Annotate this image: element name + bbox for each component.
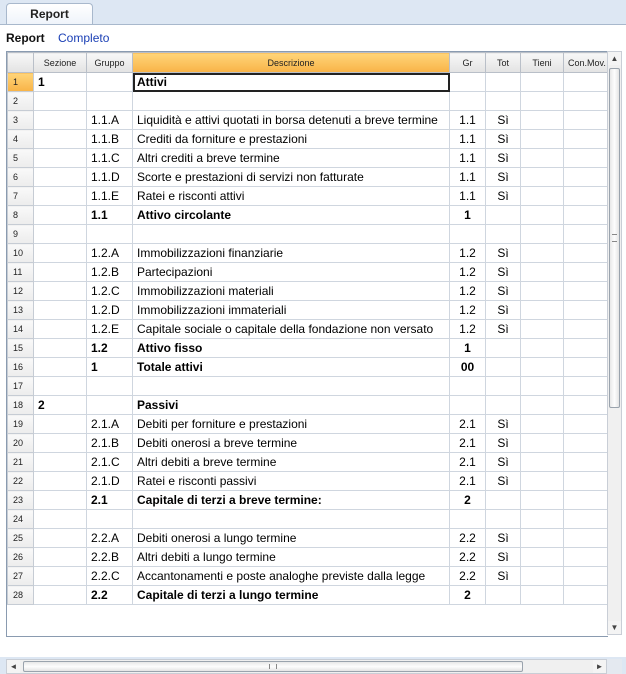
cell-descrizione[interactable]: Debiti onerosi a breve termine <box>133 434 450 453</box>
cell-tot[interactable]: Sì <box>486 434 521 453</box>
cell-con-mov[interactable] <box>564 567 609 586</box>
cell-gruppo[interactable]: 1.1 <box>87 206 133 225</box>
row-number[interactable]: 6 <box>8 168 34 187</box>
cell-descrizione[interactable] <box>133 225 450 244</box>
col-header-sezione[interactable]: Sezione <box>34 53 87 73</box>
cell-tieni[interactable] <box>521 339 564 358</box>
cell-con-mov[interactable] <box>564 548 609 567</box>
cell-gr[interactable]: 1.2 <box>450 263 486 282</box>
table-row[interactable] <box>8 149 609 168</box>
cell-tot[interactable]: Sì <box>486 111 521 130</box>
cell-tot[interactable]: Sì <box>486 453 521 472</box>
cell-sezione[interactable] <box>34 339 87 358</box>
cell-con-mov[interactable] <box>564 320 609 339</box>
cell-tot[interactable]: Sì <box>486 130 521 149</box>
cell-sezione[interactable] <box>34 187 87 206</box>
scroll-left-arrow-icon[interactable]: ◄ <box>7 660 20 673</box>
cell-tieni[interactable] <box>521 111 564 130</box>
cell-con-mov[interactable] <box>564 206 609 225</box>
cell-tieni[interactable] <box>521 510 564 529</box>
cell-con-mov[interactable] <box>564 472 609 491</box>
cell-tieni[interactable] <box>521 434 564 453</box>
table-row[interactable] <box>8 434 609 453</box>
cell-gruppo[interactable]: 2.2.B <box>87 548 133 567</box>
table-row[interactable] <box>8 510 609 529</box>
cell-tot[interactable]: Sì <box>486 282 521 301</box>
cell-tieni[interactable] <box>521 244 564 263</box>
cell-gr[interactable] <box>450 377 486 396</box>
row-number[interactable]: 27 <box>8 567 34 586</box>
view-bar <box>6 31 109 45</box>
cell-descrizione[interactable]: Immobilizzazioni materiali <box>133 282 450 301</box>
table-row[interactable] <box>8 586 609 605</box>
row-number[interactable]: 14 <box>8 320 34 339</box>
cell-gruppo[interactable] <box>87 377 133 396</box>
table-row[interactable] <box>8 548 609 567</box>
cell-gruppo[interactable]: 2.1.B <box>87 434 133 453</box>
cell-tot[interactable]: Sì <box>486 301 521 320</box>
cell-tot[interactable]: Sì <box>486 168 521 187</box>
cell-gr[interactable]: 1.1 <box>450 168 486 187</box>
table-row[interactable] <box>8 339 609 358</box>
cell-gruppo[interactable]: 2.2.C <box>87 567 133 586</box>
tab-report[interactable]: Report <box>6 3 93 25</box>
cell-sezione[interactable] <box>34 434 87 453</box>
cell-descrizione[interactable]: Altri crediti a breve termine <box>133 149 450 168</box>
report-table <box>7 52 608 605</box>
cell-descrizione[interactable]: Totale attivi <box>133 358 450 377</box>
row-number[interactable]: 16 <box>8 358 34 377</box>
col-header-tieni[interactable]: Tieni <box>521 53 564 73</box>
cell-descrizione[interactable]: Accantonamenti e poste analoghe previste dalla legge <box>133 567 450 586</box>
table-row[interactable] <box>8 320 609 339</box>
cell-tot[interactable] <box>486 358 521 377</box>
cell-sezione[interactable] <box>34 225 87 244</box>
table-row[interactable] <box>8 244 609 263</box>
cell-descrizione[interactable]: Attivi <box>133 73 450 92</box>
cell-gr[interactable]: 1.1 <box>450 187 486 206</box>
cell-con-mov[interactable] <box>564 491 609 510</box>
cell-con-mov[interactable] <box>564 187 609 206</box>
cell-gr[interactable] <box>450 92 486 111</box>
cell-gruppo[interactable] <box>87 92 133 111</box>
row-number[interactable]: 13 <box>8 301 34 320</box>
cell-con-mov[interactable] <box>564 111 609 130</box>
cell-sezione[interactable] <box>34 415 87 434</box>
cell-tieni[interactable] <box>521 320 564 339</box>
cell-tot[interactable] <box>486 491 521 510</box>
vertical-scroll-thumb[interactable] <box>609 68 620 408</box>
cell-gruppo[interactable]: 1 <box>87 358 133 377</box>
table-row[interactable] <box>8 130 609 149</box>
cell-gr[interactable]: 2 <box>450 491 486 510</box>
cell-gr[interactable]: 1.2 <box>450 282 486 301</box>
row-number[interactable]: 4 <box>8 130 34 149</box>
table-row[interactable] <box>8 453 609 472</box>
cell-tieni[interactable] <box>521 225 564 244</box>
cell-gruppo[interactable] <box>87 396 133 415</box>
view-label: Report <box>6 31 45 45</box>
cell-descrizione[interactable]: Immobilizzazioni immateriali <box>133 301 450 320</box>
cell-gr[interactable]: 1 <box>450 206 486 225</box>
cell-descrizione[interactable]: Altri debiti a breve termine <box>133 453 450 472</box>
cell-gr[interactable]: 1.1 <box>450 111 486 130</box>
cell-gruppo[interactable]: 1.1.C <box>87 149 133 168</box>
row-number[interactable]: 15 <box>8 339 34 358</box>
cell-sezione[interactable] <box>34 301 87 320</box>
cell-sezione[interactable] <box>34 453 87 472</box>
cell-descrizione[interactable]: Crediti da forniture e prestazioni <box>133 130 450 149</box>
cell-con-mov[interactable] <box>564 339 609 358</box>
row-number[interactable]: 25 <box>8 529 34 548</box>
header-row <box>8 53 609 73</box>
table-row[interactable] <box>8 396 609 415</box>
cell-tieni[interactable] <box>521 453 564 472</box>
cell-tieni[interactable] <box>521 529 564 548</box>
col-header-rownum <box>8 53 34 73</box>
cell-con-mov[interactable] <box>564 282 609 301</box>
cell-gr[interactable]: 2 <box>450 586 486 605</box>
table-row[interactable] <box>8 282 609 301</box>
cell-gruppo[interactable] <box>87 225 133 244</box>
cell-descrizione[interactable]: Debiti onerosi a lungo termine <box>133 529 450 548</box>
cell-descrizione[interactable]: Immobilizzazioni finanziarie <box>133 244 450 263</box>
cell-gr[interactable] <box>450 73 486 92</box>
cell-tieni[interactable] <box>521 168 564 187</box>
table-row[interactable] <box>8 225 609 244</box>
cell-con-mov[interactable] <box>564 263 609 282</box>
cell-gr[interactable]: 1.2 <box>450 301 486 320</box>
cell-tieni[interactable] <box>521 187 564 206</box>
cell-sezione[interactable] <box>34 358 87 377</box>
cell-gruppo[interactable]: 1.2.D <box>87 301 133 320</box>
row-number[interactable]: 20 <box>8 434 34 453</box>
row-number[interactable]: 21 <box>8 453 34 472</box>
cell-sezione[interactable] <box>34 282 87 301</box>
report-panel <box>0 24 626 671</box>
cell-sezione[interactable] <box>34 206 87 225</box>
cell-sezione[interactable] <box>34 92 87 111</box>
cell-sezione[interactable] <box>34 263 87 282</box>
cell-sezione[interactable] <box>34 149 87 168</box>
cell-con-mov[interactable] <box>564 586 609 605</box>
cell-descrizione[interactable]: Passivi <box>133 396 450 415</box>
table-row[interactable] <box>8 187 609 206</box>
cell-gruppo[interactable]: 1.2.A <box>87 244 133 263</box>
cell-sezione[interactable] <box>34 586 87 605</box>
cell-sezione[interactable] <box>34 529 87 548</box>
cell-descrizione[interactable]: Capitale di terzi a lungo termine <box>133 586 450 605</box>
cell-descrizione[interactable]: Liquidità e attivi quotati in borsa detenuti a breve termine <box>133 111 450 130</box>
cell-tot[interactable]: Sì <box>486 187 521 206</box>
cell-gr[interactable]: 1.2 <box>450 244 486 263</box>
row-number[interactable]: 24 <box>8 510 34 529</box>
cell-gruppo[interactable]: 2.2.A <box>87 529 133 548</box>
cell-gruppo[interactable]: 1.2.B <box>87 263 133 282</box>
scroll-corner <box>607 659 622 674</box>
cell-tot[interactable]: Sì <box>486 263 521 282</box>
table-row[interactable] <box>8 263 609 282</box>
cell-tieni[interactable] <box>521 567 564 586</box>
cell-tieni[interactable] <box>521 548 564 567</box>
cell-descrizione[interactable] <box>133 377 450 396</box>
cell-gruppo[interactable]: 1.2 <box>87 339 133 358</box>
row-number[interactable]: 19 <box>8 415 34 434</box>
cell-sezione[interactable] <box>34 320 87 339</box>
cell-tieni[interactable] <box>521 130 564 149</box>
cell-gruppo[interactable]: 1.1.B <box>87 130 133 149</box>
horizontal-scroll-thumb[interactable] <box>23 661 523 672</box>
cell-tieni[interactable] <box>521 206 564 225</box>
table-row[interactable] <box>8 111 609 130</box>
table-row[interactable] <box>8 301 609 320</box>
cell-sezione[interactable] <box>34 472 87 491</box>
cell-descrizione[interactable]: Capitale di terzi a breve termine: <box>133 491 450 510</box>
cell-descrizione[interactable]: Ratei e risconti passivi <box>133 472 450 491</box>
cell-tot[interactable]: Sì <box>486 149 521 168</box>
cell-sezione[interactable]: 1 <box>34 73 87 92</box>
table-row[interactable] <box>8 168 609 187</box>
cell-gruppo[interactable]: 2.2 <box>87 586 133 605</box>
cell-tieni[interactable] <box>521 415 564 434</box>
cell-con-mov[interactable] <box>564 434 609 453</box>
row-number[interactable]: 5 <box>8 149 34 168</box>
table-row[interactable] <box>8 472 609 491</box>
cell-gr[interactable]: 2.2 <box>450 529 486 548</box>
scroll-down-arrow-icon[interactable]: ▼ <box>608 621 621 634</box>
cell-tieni[interactable] <box>521 396 564 415</box>
table-row[interactable] <box>8 491 609 510</box>
cell-descrizione[interactable]: Scorte e prestazioni di servizi non fatturate <box>133 168 450 187</box>
report-grid <box>6 51 608 637</box>
cell-tot[interactable] <box>486 225 521 244</box>
cell-gr[interactable]: 1.1 <box>450 149 486 168</box>
col-header-descrizione[interactable]: Descrizione <box>133 53 450 73</box>
cell-con-mov[interactable] <box>564 415 609 434</box>
cell-gr[interactable]: 1 <box>450 339 486 358</box>
cell-tot[interactable]: Sì <box>486 415 521 434</box>
cell-descrizione[interactable]: Attivo circolante <box>133 206 450 225</box>
cell-tot[interactable] <box>486 92 521 111</box>
cell-con-mov[interactable] <box>564 396 609 415</box>
cell-tieni[interactable] <box>521 358 564 377</box>
cell-con-mov[interactable] <box>564 377 609 396</box>
cell-con-mov[interactable] <box>564 453 609 472</box>
cell-tot[interactable] <box>486 396 521 415</box>
cell-sezione[interactable] <box>34 548 87 567</box>
cell-tieni[interactable] <box>521 586 564 605</box>
cell-descrizione[interactable]: Attivo fisso <box>133 339 450 358</box>
row-number[interactable]: 9 <box>8 225 34 244</box>
vertical-scrollbar[interactable] <box>607 51 622 635</box>
cell-descrizione[interactable]: Ratei e risconti attivi <box>133 187 450 206</box>
cell-con-mov[interactable] <box>564 149 609 168</box>
row-number[interactable]: 26 <box>8 548 34 567</box>
cell-sezione[interactable] <box>34 567 87 586</box>
cell-tieni[interactable] <box>521 301 564 320</box>
cell-con-mov[interactable] <box>564 92 609 111</box>
cell-con-mov[interactable] <box>564 358 609 377</box>
cell-descrizione[interactable]: Debiti per forniture e prestazioni <box>133 415 450 434</box>
row-number[interactable]: 17 <box>8 377 34 396</box>
col-header-con-mov[interactable]: Con.Mov. <box>564 53 609 73</box>
cell-tieni[interactable] <box>521 491 564 510</box>
table-row[interactable] <box>8 377 609 396</box>
cell-tot[interactable]: Sì <box>486 567 521 586</box>
row-number[interactable]: 10 <box>8 244 34 263</box>
cell-con-mov[interactable] <box>564 510 609 529</box>
cell-gr[interactable]: 2.1 <box>450 434 486 453</box>
cell-tot[interactable]: Sì <box>486 529 521 548</box>
table-row[interactable] <box>8 567 609 586</box>
cell-gruppo[interactable]: 1.2.E <box>87 320 133 339</box>
cell-descrizione[interactable] <box>133 510 450 529</box>
cell-tot[interactable]: Sì <box>486 320 521 339</box>
cell-gruppo[interactable]: 2.1 <box>87 491 133 510</box>
cell-gruppo[interactable]: 1.1.E <box>87 187 133 206</box>
cell-sezione[interactable] <box>34 168 87 187</box>
cell-gruppo[interactable] <box>87 73 133 92</box>
cell-tot[interactable]: Sì <box>486 472 521 491</box>
cell-gruppo[interactable]: 1.2.C <box>87 282 133 301</box>
row-number[interactable]: 28 <box>8 586 34 605</box>
cell-tot[interactable] <box>486 206 521 225</box>
cell-sezione[interactable] <box>34 377 87 396</box>
table-row[interactable] <box>8 415 609 434</box>
row-number[interactable]: 3 <box>8 111 34 130</box>
cell-tot[interactable]: Sì <box>486 244 521 263</box>
cell-sezione[interactable]: 2 <box>34 396 87 415</box>
cell-gr[interactable]: 2.1 <box>450 415 486 434</box>
cell-gr[interactable]: 00 <box>450 358 486 377</box>
row-number[interactable]: 12 <box>8 282 34 301</box>
scroll-right-arrow-icon[interactable]: ► <box>593 660 606 673</box>
cell-tieni[interactable] <box>521 282 564 301</box>
col-header-gr[interactable]: Gr <box>450 53 486 73</box>
col-header-gruppo[interactable]: Gruppo <box>87 53 133 73</box>
cell-con-mov[interactable] <box>564 73 609 92</box>
cell-gr[interactable]: 2.2 <box>450 567 486 586</box>
cell-gruppo[interactable]: 1.1.D <box>87 168 133 187</box>
row-number[interactable]: 18 <box>8 396 34 415</box>
table-row[interactable] <box>8 73 609 92</box>
cell-tieni[interactable] <box>521 73 564 92</box>
cell-tot[interactable] <box>486 510 521 529</box>
cell-gr[interactable] <box>450 510 486 529</box>
cell-con-mov[interactable] <box>564 225 609 244</box>
cell-tieni[interactable] <box>521 149 564 168</box>
cell-con-mov[interactable] <box>564 168 609 187</box>
cell-gruppo[interactable]: 2.1.A <box>87 415 133 434</box>
cell-descrizione[interactable]: Partecipazioni <box>133 263 450 282</box>
table-row[interactable] <box>8 206 609 225</box>
cell-gruppo[interactable]: 1.1.A <box>87 111 133 130</box>
row-number[interactable]: 23 <box>8 491 34 510</box>
row-number[interactable]: 11 <box>8 263 34 282</box>
cell-gr[interactable]: 2.1 <box>450 472 486 491</box>
cell-con-mov[interactable] <box>564 244 609 263</box>
cell-tot[interactable] <box>486 377 521 396</box>
cell-tieni[interactable] <box>521 472 564 491</box>
cell-sezione[interactable] <box>34 510 87 529</box>
cell-tot[interactable] <box>486 339 521 358</box>
cell-tieni[interactable] <box>521 92 564 111</box>
row-number[interactable]: 1 <box>8 73 34 92</box>
cell-tieni[interactable] <box>521 263 564 282</box>
cell-gr[interactable] <box>450 225 486 244</box>
cell-gruppo[interactable]: 2.1.C <box>87 453 133 472</box>
cell-descrizione[interactable]: Capitale sociale o capitale della fondazione non versato <box>133 320 450 339</box>
cell-descrizione[interactable] <box>133 92 450 111</box>
scroll-up-arrow-icon[interactable]: ▲ <box>608 52 621 65</box>
cell-con-mov[interactable] <box>564 301 609 320</box>
cell-tieni[interactable] <box>521 377 564 396</box>
horizontal-scrollbar[interactable] <box>6 659 607 674</box>
cell-tot[interactable] <box>486 73 521 92</box>
cell-gr[interactable]: 2.1 <box>450 453 486 472</box>
row-number[interactable]: 2 <box>8 92 34 111</box>
cell-sezione[interactable] <box>34 244 87 263</box>
cell-gr[interactable] <box>450 396 486 415</box>
row-number[interactable]: 7 <box>8 187 34 206</box>
cell-gruppo[interactable]: 2.1.D <box>87 472 133 491</box>
cell-gr[interactable]: 2.2 <box>450 548 486 567</box>
cell-gruppo[interactable] <box>87 510 133 529</box>
row-number[interactable]: 8 <box>8 206 34 225</box>
cell-tot[interactable]: Sì <box>486 548 521 567</box>
table-row[interactable] <box>8 358 609 377</box>
col-header-tot[interactable]: Tot <box>486 53 521 73</box>
cell-sezione[interactable] <box>34 130 87 149</box>
cell-sezione[interactable] <box>34 491 87 510</box>
cell-gr[interactable]: 1.1 <box>450 130 486 149</box>
cell-descrizione[interactable]: Altri debiti a lungo termine <box>133 548 450 567</box>
cell-con-mov[interactable] <box>564 529 609 548</box>
table-row[interactable] <box>8 92 609 111</box>
cell-tot[interactable] <box>486 586 521 605</box>
view-link-completo[interactable]: Completo <box>58 31 110 45</box>
table-row[interactable] <box>8 529 609 548</box>
cell-con-mov[interactable] <box>564 130 609 149</box>
row-number[interactable]: 22 <box>8 472 34 491</box>
cell-gr[interactable]: 1.2 <box>450 320 486 339</box>
cell-sezione[interactable] <box>34 111 87 130</box>
